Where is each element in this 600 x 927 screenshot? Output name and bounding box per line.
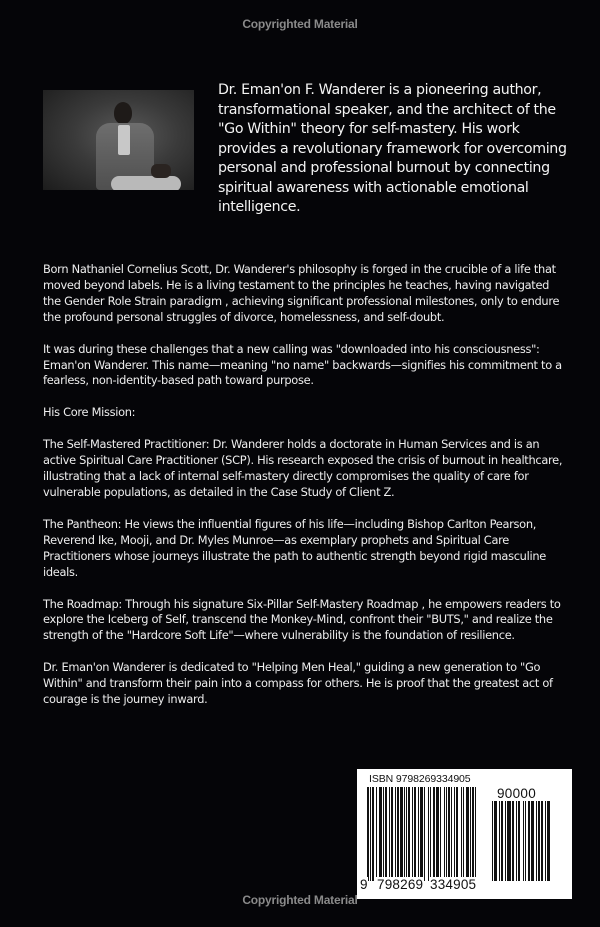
barcode-addon-digits: 90000: [497, 786, 537, 801]
section-heading-core-mission: His Core Mission:: [43, 405, 136, 420]
barcode-space: [476, 787, 478, 881]
barcode-lead-digit: 9: [360, 877, 368, 892]
photo-shirt-shape: [118, 125, 130, 155]
paragraph-calling: It was during these challenges that a new calling was "downloaded into his consciousness": Eman'on Wanderer. This name—meaning "no name" backwards—signifies his commitment to a fearless, non-identity-based path toward purpose.: [43, 341, 562, 388]
barcode-digit-group-2: 334905: [430, 877, 477, 892]
photo-knee-shape: [111, 176, 181, 190]
paragraph-practitioner: The Self-Mastered Practitioner: Dr. Wanderer holds a doctorate in Human Services and is an active Spiritual Care Practitioner (SCP). His research exposed the crisis of burnout in healthcare, illustrating that a lack of internal self-mastery directly compromises the quality of care for vulnerable populations, as detailed in the Case Study of Client Z.: [43, 437, 563, 499]
isbn-label: ISBN 9798269334905: [369, 773, 471, 785]
barcode-bars-main: [367, 787, 479, 881]
paragraph-pantheon: The Pantheon: He views the influential figures of his life—including Bishop Carlton Pearson, Reverend Ike, Mooji, and Dr. Myles Munroe—as exemplary prophets and Spiritual Care Practitioners whose journeys illustrate the path to authentic strength beyond rigid masculine ideals.: [43, 516, 546, 579]
body-text: [43, 262, 563, 724]
author-photo: [43, 90, 194, 190]
paragraph-closing: Dr. Eman'on Wanderer is dedicated to "Helping Men Heal," guiding a new generation to "Go Within" and transform their pain into a compass for others. He is proof that the greatest act of courage is the journey inward.: [43, 660, 553, 707]
photo-hands-shape: [151, 164, 171, 178]
copyright-watermark-top: Copyrighted Material: [242, 17, 358, 31]
author-bio: Dr. Eman'on F. Wanderer is a pioneering author, transformational speaker, and the architect of the "Go Within" theory for self-mastery. His work provides a revolutionary framework for overcoming personal and professional burnout by connecting spiritual awareness with actionable emotional intelligence.: [218, 82, 567, 215]
isbn-barcode: [357, 769, 572, 899]
barcode-digit-group-1: 798269: [377, 877, 424, 892]
copyright-watermark-bottom: Copyrighted Material: [242, 893, 358, 907]
paragraph-roadmap: The Roadmap: Through his signature Six-Pillar Self-Mastery Roadmap , he empowers readers to explore the Iceberg of Self, transcend the Monkey-Mind, confront their "BUTS," and realize the strength of the "Hardcore Soft Life"—where vulnerability is the foundation of resilience.: [43, 596, 561, 643]
photo-head-shape: [114, 102, 132, 124]
barcode-bars-addon: [492, 801, 550, 881]
paragraph-origin: Born Nathaniel Cornelius Scott, Dr. Wanderer's philosophy is forged in the crucible of a life that moved beyond labels. He is a living testament to the principles he teaches, having navigated the Gender Role Strain paradigm , achieving significant professional milestones, only to endure the profound personal struggles of divorce, homelessness, and self-doubt.: [43, 262, 560, 324]
barcode-bar: [547, 801, 549, 881]
